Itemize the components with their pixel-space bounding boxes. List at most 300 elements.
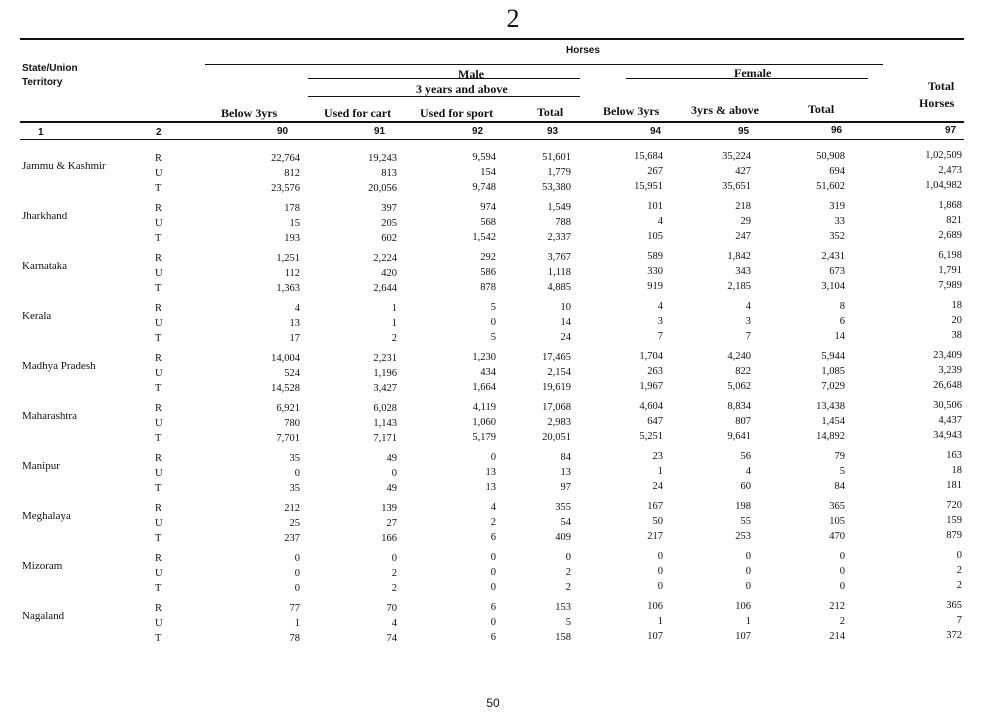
row-code: R (155, 453, 163, 464)
table-cell: 3,427 (373, 382, 397, 394)
row-code: T (155, 333, 162, 344)
table-cell: 0 (294, 468, 300, 479)
table-cell: 51,602 (816, 180, 845, 192)
table-cell: 30,506 (933, 400, 962, 412)
table-cell: 1,251 (276, 253, 300, 264)
table-cell: 1,704 (639, 351, 663, 363)
state-name: Jammu & Kashmir (22, 160, 106, 172)
table-cell: 17,068 (542, 401, 571, 413)
table-cell: 51,601 (542, 151, 571, 163)
table-cell: 7,701 (276, 433, 300, 444)
table-cell: 1,085 (821, 365, 845, 377)
table-cell: 4 (657, 301, 663, 313)
total-horses-line2: Horses (919, 96, 955, 110)
table-cell: 7,171 (373, 432, 397, 444)
table-cell: 158 (555, 631, 571, 643)
table-cell: 647 (647, 416, 663, 428)
table-cell: 247 (735, 231, 751, 242)
table-cell: 17,465 (542, 351, 571, 363)
table-cell: 1,779 (547, 166, 571, 178)
table-cell: 20,056 (368, 182, 397, 194)
state-name: Jharkhand (22, 210, 68, 222)
table-cell: 4,240 (727, 351, 751, 362)
table-cell: 343 (735, 266, 751, 277)
table-cell: 2,644 (373, 282, 397, 294)
table-cell: 319 (829, 200, 845, 212)
table-cell: 214 (829, 630, 845, 642)
table-cell: 1,230 (472, 352, 496, 364)
table-cell: 4,437 (938, 415, 962, 427)
table-cell: 22,764 (271, 153, 300, 164)
row-code: T (155, 533, 162, 544)
table-cell: 7 (745, 331, 751, 342)
state-name: Meghalaya (22, 510, 71, 522)
table-cell: 33 (834, 215, 845, 227)
table-cell: 4 (657, 216, 663, 228)
table-cell: 0 (391, 552, 397, 564)
table-cell: 159 (946, 515, 962, 527)
table-cell: 2,431 (821, 250, 845, 262)
state-name: Mizoram (22, 560, 63, 572)
table-cell: 19,619 (542, 381, 571, 393)
row-code: U (155, 518, 163, 529)
table-cell: 0 (745, 581, 751, 592)
table-cell: 49 (386, 452, 397, 464)
table-cell: 355 (555, 501, 571, 513)
table-cell: 5 (839, 465, 845, 477)
row-code: R (155, 153, 163, 164)
table-cell: 1 (657, 466, 663, 478)
table-cell: 0 (839, 580, 845, 592)
table-cell: 807 (735, 416, 751, 427)
table-cell: 5 (565, 616, 571, 628)
table-cell: 205 (381, 217, 397, 229)
page-number-bottom: 50 (486, 696, 500, 710)
total-horses-line1: Total (928, 79, 955, 93)
table-cell: 6 (490, 632, 496, 644)
table-cell: 6 (490, 532, 496, 544)
table-cell: 7 (956, 615, 962, 627)
table-cell: 5 (490, 332, 496, 344)
table-cell: 0 (294, 568, 300, 579)
table-cell: 23 (652, 451, 663, 463)
table-cell: 212 (284, 503, 300, 514)
table-cell: 1,868 (938, 200, 962, 212)
table-cell: 78 (289, 633, 300, 644)
col-header-used-cart: Used for cart (324, 106, 392, 120)
table-cell: 17 (289, 333, 300, 344)
table-cell: 0 (956, 550, 962, 562)
table-cell: 0 (657, 551, 663, 563)
table-cell: 56 (740, 451, 751, 462)
table-cell: 35 (289, 453, 300, 464)
three-years-header: 3 years and above (416, 82, 508, 96)
table-cell: 15,951 (634, 181, 663, 193)
table-cell: 27 (386, 517, 397, 529)
table-cell: 4,604 (639, 401, 663, 413)
row-code: R (155, 403, 163, 414)
table-cell: 9,641 (727, 431, 751, 442)
table-cell: 0 (490, 317, 496, 329)
row-code: T (155, 433, 162, 444)
table-cell: 372 (946, 630, 962, 642)
table-cell: 1 (391, 317, 397, 329)
table-cell: 2 (956, 565, 962, 577)
table-cell: 1,664 (472, 382, 496, 394)
table-cell: 112 (284, 268, 300, 279)
table-cell: 14,892 (816, 430, 845, 442)
table-cell: 602 (381, 232, 397, 244)
table-cell: 673 (829, 265, 845, 277)
table-cell: 3 (657, 316, 663, 328)
table-cell: 822 (735, 366, 751, 377)
table-cell: 2,224 (373, 252, 397, 264)
table-cell: 154 (480, 167, 496, 179)
table-cell: 524 (284, 368, 300, 379)
colnum-94: 94 (650, 126, 662, 137)
table-cell: 20,051 (542, 431, 571, 443)
table-cell: 193 (284, 233, 300, 244)
row-code: U (155, 218, 163, 229)
table-cell: 0 (657, 566, 663, 578)
table-cell: 1,549 (547, 201, 571, 213)
col-header-used-sport: Used for sport (420, 106, 494, 120)
table-cell: 23,409 (933, 350, 962, 362)
table-cell: 0 (490, 552, 496, 564)
table-cell: 5,251 (639, 431, 663, 443)
table-cell: 263 (647, 366, 663, 378)
table-cell: 2,473 (938, 165, 962, 177)
table-cell: 0 (745, 551, 751, 562)
table-cell: 13,438 (816, 400, 845, 412)
table-cell: 50,908 (816, 150, 845, 162)
table-cell: 79 (834, 450, 845, 462)
table-cell: 434 (480, 367, 496, 379)
col-header-below3-female: Below 3yrs (603, 104, 660, 118)
table-cell: 2,689 (938, 230, 962, 242)
state-name: Madhya Pradesh (22, 360, 96, 372)
table-cell: 568 (480, 217, 496, 229)
table-cell: 0 (490, 582, 496, 594)
table-cell: 0 (294, 583, 300, 594)
table-cell: 7,029 (821, 380, 845, 392)
table-cell: 1,454 (821, 415, 845, 427)
state-name: Karnataka (22, 260, 68, 272)
table-cell: 409 (555, 531, 571, 543)
table-cell: 1 (745, 616, 751, 627)
table-cell: 10 (560, 301, 571, 313)
table-cell: 153 (555, 601, 571, 613)
table-cell: 974 (480, 202, 496, 214)
table-cell: 821 (946, 215, 962, 227)
row-code: R (155, 303, 163, 314)
table-cell: 101 (647, 201, 663, 213)
table-cell: 813 (381, 167, 397, 179)
table-cell: 35 (289, 483, 300, 494)
page-number-top: 2 (506, 4, 520, 33)
table-cell: 330 (647, 266, 663, 278)
table-cell: 1,842 (727, 251, 751, 262)
row-code: U (155, 568, 163, 579)
table-cell: 2,231 (373, 352, 397, 364)
table-cell: 0 (490, 452, 496, 464)
table-cell: 1,791 (938, 265, 962, 277)
row-code: T (155, 383, 162, 394)
table-cell: 0 (490, 567, 496, 579)
colnum-1: 1 (38, 127, 44, 138)
table-cell: 9,748 (472, 182, 496, 194)
table-cell: 6 (490, 602, 496, 614)
row-code: T (155, 633, 162, 644)
table-cell: 7,989 (938, 280, 962, 292)
table-cell: 919 (647, 281, 663, 293)
table-cell: 105 (647, 231, 663, 243)
row-code: R (155, 553, 163, 564)
table-cell: 84 (560, 451, 571, 463)
row-code: U (155, 168, 163, 179)
table-cell: 1,542 (472, 232, 496, 244)
table-cell: 1 (294, 618, 300, 629)
table-cell: 1,143 (373, 417, 397, 429)
table-cell: 181 (946, 480, 962, 492)
row-code: U (155, 618, 163, 629)
table-cell: 2,185 (727, 281, 751, 292)
table-cell: 5,179 (472, 432, 496, 444)
row-code: T (155, 233, 162, 244)
table-cell: 0 (745, 566, 751, 577)
table-cell: 1 (391, 302, 397, 314)
row-code: R (155, 253, 163, 264)
table-cell: 5 (490, 302, 496, 314)
table-cell: 24 (560, 331, 571, 343)
row-code: R (155, 603, 163, 614)
table-cell: 0 (565, 551, 571, 563)
colnum-92: 92 (472, 126, 484, 137)
table-cell: 2 (391, 567, 397, 579)
table-cell: 24 (652, 481, 663, 493)
table-cell: 0 (490, 617, 496, 629)
row-code: U (155, 468, 163, 479)
table-cell: 15,684 (634, 151, 663, 163)
row-code: R (155, 503, 163, 514)
table-cell: 14,004 (271, 353, 300, 364)
table-cell: 163 (946, 450, 962, 462)
table-cell: 1,118 (547, 266, 571, 278)
table-cell: 97 (560, 481, 571, 493)
table-cell: 105 (829, 515, 845, 527)
table-cell: 77 (289, 603, 300, 614)
table-cell: 29 (740, 216, 751, 227)
table-cell: 6,028 (373, 402, 397, 414)
table-cell: 3 (745, 316, 751, 327)
table-cell: 166 (381, 532, 397, 544)
colnum-93: 93 (547, 126, 559, 137)
state-name: Kerala (22, 310, 52, 322)
table-cell: 812 (284, 168, 300, 179)
table-cell: 106 (647, 601, 663, 613)
table-cell: 0 (657, 581, 663, 593)
table-cell: 352 (829, 230, 845, 242)
table-cell: 0 (839, 550, 845, 562)
table-cell: 2 (565, 581, 571, 593)
table-cell: 70 (386, 602, 397, 614)
table-cell: 420 (381, 267, 397, 279)
table-cell: 2,154 (547, 366, 571, 378)
row-code: U (155, 368, 163, 379)
table-cell: 18 (951, 300, 962, 312)
table-cell: 13 (289, 318, 300, 329)
table-cell: 14,528 (271, 383, 300, 394)
table-cell: 1,04,982 (925, 180, 962, 192)
row-code: T (155, 183, 162, 194)
table-cell: 13 (485, 467, 496, 479)
col-header-male-total: Total (537, 105, 564, 119)
table-cell: 13 (485, 482, 496, 494)
table-cell: 4,119 (472, 402, 496, 414)
table-cell: 4 (391, 617, 397, 629)
table-cell: 5,062 (727, 381, 751, 392)
table-cell: 6,198 (938, 250, 962, 262)
table-cell: 14 (834, 330, 845, 342)
table-cell: 3,104 (821, 280, 845, 292)
table-cell: 34,943 (933, 430, 962, 442)
table-cell: 55 (740, 516, 751, 527)
table-cell: 106 (735, 601, 751, 612)
colnum-2: 2 (156, 127, 162, 138)
row-code: T (155, 283, 162, 294)
row-code: R (155, 353, 163, 364)
table-cell: 2 (391, 332, 397, 344)
table-cell: 25 (289, 518, 300, 529)
row-code: U (155, 268, 163, 279)
table-cell: 694 (829, 165, 845, 177)
table-cell: 780 (284, 418, 300, 429)
table-cell: 4 (745, 466, 751, 477)
horses-header: Horses (566, 45, 600, 56)
table-cell: 5,944 (821, 350, 845, 362)
table-cell: 2,337 (547, 231, 571, 243)
table-cell: 14 (560, 316, 571, 328)
table-cell: 198 (735, 501, 751, 512)
colnum-96: 96 (831, 125, 843, 136)
table-cell: 218 (735, 201, 751, 212)
col-header-female-total: Total (808, 102, 835, 116)
table-cell: 788 (555, 216, 571, 228)
table-cell: 253 (735, 531, 751, 542)
table-cell: 1,196 (373, 367, 397, 379)
row-code: T (155, 583, 162, 594)
table-cell: 1 (657, 616, 663, 628)
table-cell: 107 (647, 631, 663, 643)
table-cell: 20 (951, 315, 962, 327)
table-cell: 1,060 (472, 417, 496, 429)
table-cell: 212 (829, 600, 845, 612)
table-cell: 1,967 (639, 381, 663, 393)
table-cell: 7 (657, 331, 663, 343)
table-cell: 2 (391, 582, 397, 594)
table-cell: 35,224 (722, 151, 751, 162)
table-cell: 8 (839, 300, 845, 312)
table-cell: 2 (839, 615, 845, 627)
table-cell: 365 (946, 600, 962, 612)
table-cell: 237 (284, 533, 300, 544)
table-cell: 13 (560, 466, 571, 478)
state-name: Maharashtra (22, 410, 77, 422)
table-cell: 9,594 (472, 152, 496, 164)
colnum-91: 91 (374, 126, 386, 137)
table-cell: 6 (839, 315, 845, 327)
col-header-below3-male: Below 3yrs (221, 106, 278, 120)
colnum-97: 97 (945, 125, 957, 136)
table-cell: 4 (745, 301, 751, 312)
table-cell: 49 (386, 482, 397, 494)
table-cell: 292 (480, 252, 496, 264)
table-cell: 8,834 (727, 401, 751, 412)
table-cell: 18 (951, 465, 962, 477)
state-label-line2: Territory (22, 77, 63, 88)
state-name: Manipur (22, 460, 60, 472)
table-cell: 1,363 (276, 283, 300, 294)
colnum-95: 95 (738, 126, 750, 137)
table-cell: 3,239 (938, 365, 962, 377)
table-cell: 1,02,509 (925, 150, 962, 162)
table-cell: 217 (647, 531, 663, 543)
table-cell: 4 (490, 502, 496, 514)
male-header: Male (458, 67, 484, 81)
table-cell: 589 (647, 251, 663, 263)
row-code: U (155, 318, 163, 329)
table-cell: 84 (834, 480, 845, 492)
table-cell: 878 (480, 282, 496, 294)
table-cell: 427 (735, 166, 751, 177)
female-header: Female (734, 66, 772, 80)
table-cell: 879 (946, 530, 962, 542)
table-cell: 586 (480, 267, 496, 279)
colnum-90: 90 (277, 126, 289, 137)
table-cell: 470 (829, 530, 845, 542)
table-cell: 15 (289, 218, 300, 229)
table-cell: 4 (294, 303, 300, 314)
table-cell: 267 (647, 166, 663, 178)
state-name: Nagaland (22, 610, 65, 622)
table-cell: 178 (284, 203, 300, 214)
table-cell: 720 (946, 500, 962, 512)
table-cell: 2 (956, 580, 962, 592)
table-cell: 0 (839, 565, 845, 577)
table-cell: 23,576 (271, 183, 300, 194)
table-cell: 2 (490, 517, 496, 529)
table-cell: 6,921 (276, 403, 300, 414)
table-cell: 2 (565, 566, 571, 578)
table-cell: 60 (740, 481, 751, 492)
table-cell: 19,243 (368, 152, 397, 164)
table-cell: 107 (735, 631, 751, 642)
table-cell: 38 (951, 330, 962, 342)
table-cell: 53,380 (542, 181, 571, 193)
table-cell: 4,885 (547, 281, 571, 293)
row-code: T (155, 483, 162, 494)
table-cell: 74 (386, 632, 397, 644)
table-cell: 50 (652, 516, 663, 528)
table-cell: 2,983 (547, 416, 571, 428)
table-cell: 26,648 (933, 380, 962, 392)
col-header-3yrs-above: 3yrs & above (691, 103, 759, 117)
table-cell: 397 (381, 202, 397, 214)
table-cell: 0 (391, 467, 397, 479)
row-code: U (155, 418, 163, 429)
state-label-line1: State/Union (22, 63, 78, 74)
table-cell: 167 (647, 501, 663, 513)
